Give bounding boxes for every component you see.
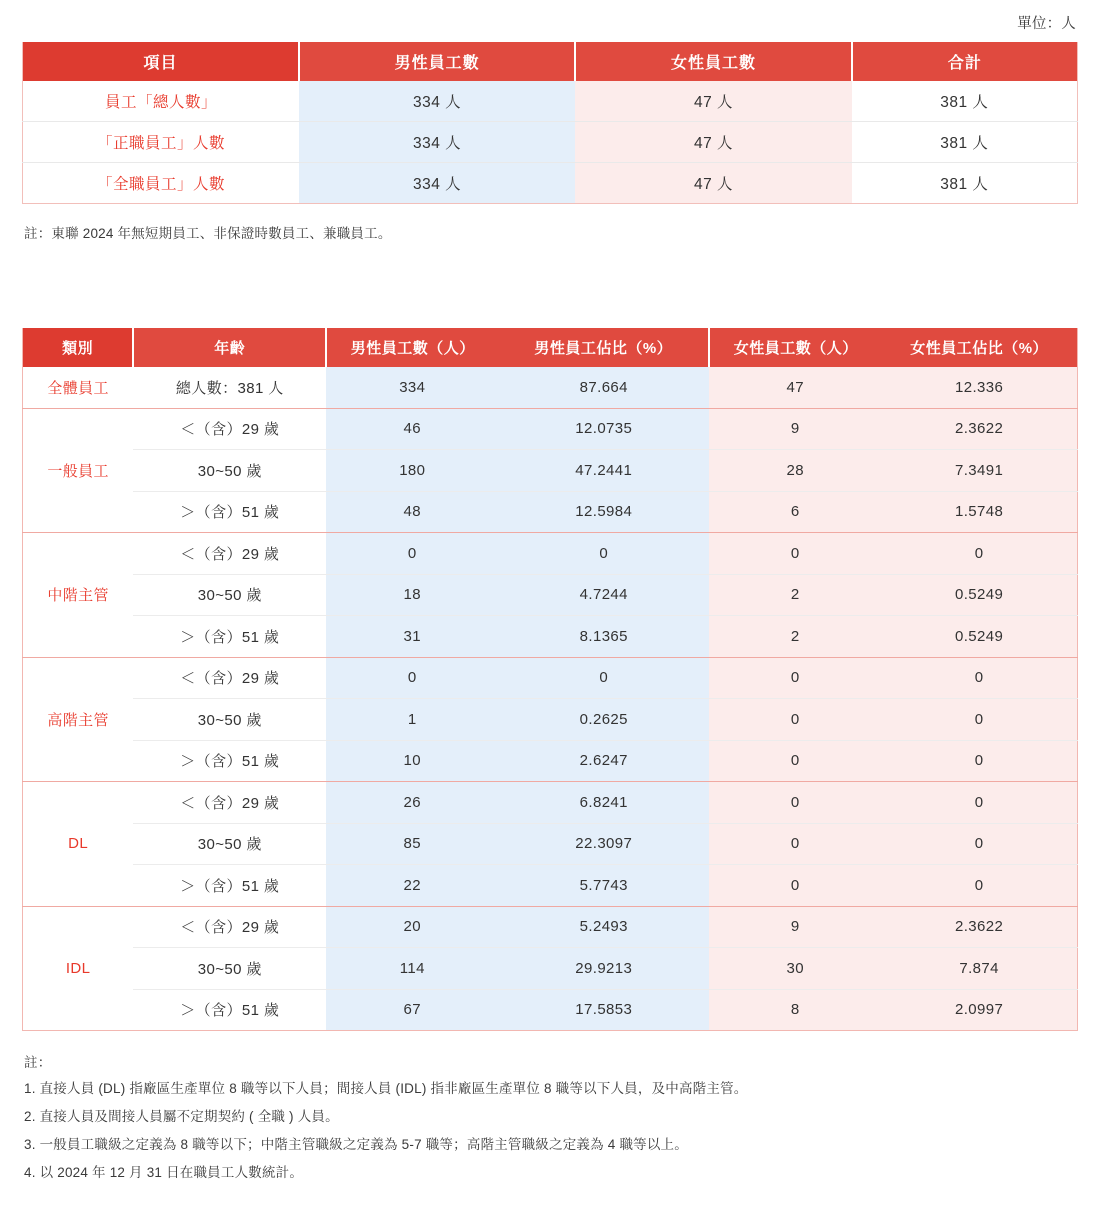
age-band: ＜（含）29 歲 xyxy=(133,906,326,948)
age-band: ＜（含）29 歲 xyxy=(133,782,326,824)
table-row xyxy=(23,906,1078,948)
table2-col-female-count: 女性員工數（人） xyxy=(709,328,881,367)
female-pct: 0 xyxy=(881,657,1077,699)
female-pct: 0 xyxy=(881,865,1077,907)
male-pct: 87.664 xyxy=(498,367,709,408)
female-count: 0 xyxy=(709,782,881,824)
female-pct: 0.5249 xyxy=(881,616,1077,658)
male-count: 334 人 xyxy=(299,163,575,204)
male-count: 180 xyxy=(326,450,498,492)
table-row xyxy=(23,533,1078,575)
male-count: 10 xyxy=(326,740,498,782)
female-count: 2 xyxy=(709,574,881,616)
total-count: 381 人 xyxy=(852,81,1078,122)
age-band: ＞（含）51 歲 xyxy=(133,616,326,658)
male-pct: 0 xyxy=(498,657,709,699)
male-count: 334 人 xyxy=(299,122,575,163)
female-count: 28 xyxy=(709,450,881,492)
female-count: 8 xyxy=(709,989,881,1031)
male-pct: 17.5853 xyxy=(498,989,709,1031)
female-pct: 0 xyxy=(881,533,1077,575)
female-pct: 0 xyxy=(881,699,1077,741)
male-count: 85 xyxy=(326,823,498,865)
female-count: 0 xyxy=(709,657,881,699)
employee-summary-table xyxy=(22,42,1078,204)
total-count: 381 人 xyxy=(852,163,1078,204)
table1-header xyxy=(23,42,1078,81)
female-pct: 2.0997 xyxy=(881,989,1077,1031)
category-label: 全體員工 xyxy=(23,367,134,408)
table1-header-row xyxy=(23,42,1078,81)
table2-header-row xyxy=(23,328,1078,367)
male-pct: 2.6247 xyxy=(498,740,709,782)
table-row xyxy=(23,450,1078,492)
female-pct: 2.3622 xyxy=(881,408,1077,450)
female-pct: 2.3622 xyxy=(881,906,1077,948)
female-pct: 0.5249 xyxy=(881,574,1077,616)
female-count: 0 xyxy=(709,740,881,782)
row-label: 「全職員工」人數 xyxy=(23,163,299,204)
table1-col-item: 項目 xyxy=(23,42,299,81)
male-count: 20 xyxy=(326,906,498,948)
female-count: 0 xyxy=(709,823,881,865)
table-row xyxy=(23,948,1078,990)
age-band: 30~50 歲 xyxy=(133,450,326,492)
age-band: ＞（含）51 歲 xyxy=(133,865,326,907)
table1-col-female: 女性員工數 xyxy=(575,42,851,81)
category-label: 中階主管 xyxy=(23,533,134,658)
female-count: 47 人 xyxy=(575,81,851,122)
age-band: 30~50 歲 xyxy=(133,574,326,616)
male-count: 114 xyxy=(326,948,498,990)
female-count: 2 xyxy=(709,616,881,658)
table1-body xyxy=(23,81,1078,204)
female-pct: 0 xyxy=(881,782,1077,824)
age-band: 30~50 歲 xyxy=(133,948,326,990)
section-gap xyxy=(22,242,1078,328)
table1-note: 註：東聯 2024 年無短期員工、非保證時數員工、兼職員工。 xyxy=(24,226,392,241)
male-pct: 12.5984 xyxy=(498,491,709,533)
category-label: IDL xyxy=(23,906,134,1031)
table-row xyxy=(23,81,1078,122)
table1-col-total: 合計 xyxy=(852,42,1078,81)
table-row xyxy=(23,408,1078,450)
male-pct: 8.1365 xyxy=(498,616,709,658)
female-pct: 7.874 xyxy=(881,948,1077,990)
table-row xyxy=(23,657,1078,699)
female-pct: 12.336 xyxy=(881,367,1077,408)
age-band: 30~50 歲 xyxy=(133,823,326,865)
table-row xyxy=(23,989,1078,1031)
row-label: 「正職員工」人數 xyxy=(23,122,299,163)
female-pct: 0 xyxy=(881,823,1077,865)
male-count: 46 xyxy=(326,408,498,450)
table-row xyxy=(23,616,1078,658)
table2-header xyxy=(23,328,1078,367)
age-band: ＜（含）29 歲 xyxy=(133,657,326,699)
male-count: 0 xyxy=(326,657,498,699)
table2-col-male-pct: 男性員工佔比（%） xyxy=(498,328,709,367)
table-row xyxy=(23,163,1078,204)
table1-col-male: 男性員工數 xyxy=(299,42,575,81)
footnote-item: 3. 一般員工職級之定義為 8 職等以下；中階主管職級之定義為 5-7 職等；高階主管職級之定義為 4 職等以上。 xyxy=(24,1136,688,1152)
total-count: 381 人 xyxy=(852,122,1078,163)
age-band: ＜（含）29 歲 xyxy=(133,408,326,450)
footnote-item: 1. 直接人員 (DL) 指廠區生產單位 8 職等以下人員；間接人員 (IDL) 指非廠區生產單位 8 職等以下人員，及中高階主管。 xyxy=(24,1081,748,1096)
table-row xyxy=(23,782,1078,824)
male-pct: 4.7244 xyxy=(498,574,709,616)
female-pct: 1.5748 xyxy=(881,491,1077,533)
female-count: 9 xyxy=(709,906,881,948)
table2-col-male-count: 男性員工數（人） xyxy=(326,328,498,367)
category-label: 一般員工 xyxy=(23,408,134,533)
female-pct: 0 xyxy=(881,740,1077,782)
table-row xyxy=(23,823,1078,865)
table-row xyxy=(23,491,1078,533)
age-band: 30~50 歲 xyxy=(133,699,326,741)
table-row xyxy=(23,865,1078,907)
table-row xyxy=(23,699,1078,741)
table2-col-age: 年齡 xyxy=(133,328,326,367)
female-count: 0 xyxy=(709,533,881,575)
footnotes-heading: 註： xyxy=(24,1055,52,1070)
male-pct: 5.2493 xyxy=(498,906,709,948)
female-count: 47 人 xyxy=(575,163,851,204)
female-count: 47 人 xyxy=(575,122,851,163)
female-count: 9 xyxy=(709,408,881,450)
category-label: 高階主管 xyxy=(23,657,134,782)
male-count: 31 xyxy=(326,616,498,658)
male-count: 18 xyxy=(326,574,498,616)
male-pct: 0.2625 xyxy=(498,699,709,741)
age-band: ＜（含）29 歲 xyxy=(133,533,326,575)
male-count: 22 xyxy=(326,865,498,907)
footnote-item: 4. 以 2024 年 12 月 31 日在職員工人數統計。 xyxy=(24,1164,304,1180)
male-pct: 0 xyxy=(498,533,709,575)
male-count: 334 人 xyxy=(299,81,575,122)
category-label: DL xyxy=(23,782,134,907)
age-band: 總人數：381 人 xyxy=(133,367,326,408)
table2-body xyxy=(23,367,1078,1031)
table-row xyxy=(23,122,1078,163)
male-count: 67 xyxy=(326,989,498,1031)
footnote-item: 2. 直接人員及間接人員屬不定期契約 ( 全職 ) 人員。 xyxy=(24,1108,339,1124)
male-count: 1 xyxy=(326,699,498,741)
footnotes xyxy=(22,1031,1078,1191)
male-count: 26 xyxy=(326,782,498,824)
table-row xyxy=(23,740,1078,782)
age-band: ＞（含）51 歲 xyxy=(133,989,326,1031)
male-count: 48 xyxy=(326,491,498,533)
female-count: 47 xyxy=(709,367,881,408)
unit-caption: 單位：人 xyxy=(1017,16,1076,32)
row-label: 員工「總人數」 xyxy=(23,81,299,122)
table2-col-female-pct: 女性員工佔比（%） xyxy=(881,328,1077,367)
male-pct: 6.8241 xyxy=(498,782,709,824)
table-row xyxy=(23,574,1078,616)
male-pct: 22.3097 xyxy=(498,823,709,865)
male-pct: 47.2441 xyxy=(498,450,709,492)
table-row xyxy=(23,367,1078,408)
female-pct: 7.3491 xyxy=(881,450,1077,492)
male-count: 334 xyxy=(326,367,498,408)
age-band: ＞（含）51 歲 xyxy=(133,740,326,782)
male-pct: 12.0735 xyxy=(498,408,709,450)
female-count: 30 xyxy=(709,948,881,990)
female-count: 0 xyxy=(709,865,881,907)
female-count: 6 xyxy=(709,491,881,533)
age-band: ＞（含）51 歲 xyxy=(133,491,326,533)
male-count: 0 xyxy=(326,533,498,575)
male-pct: 29.9213 xyxy=(498,948,709,990)
employee-demographics-table xyxy=(22,328,1078,1031)
male-pct: 5.7743 xyxy=(498,865,709,907)
female-count: 0 xyxy=(709,699,881,741)
table2-col-category: 類別 xyxy=(23,328,134,367)
